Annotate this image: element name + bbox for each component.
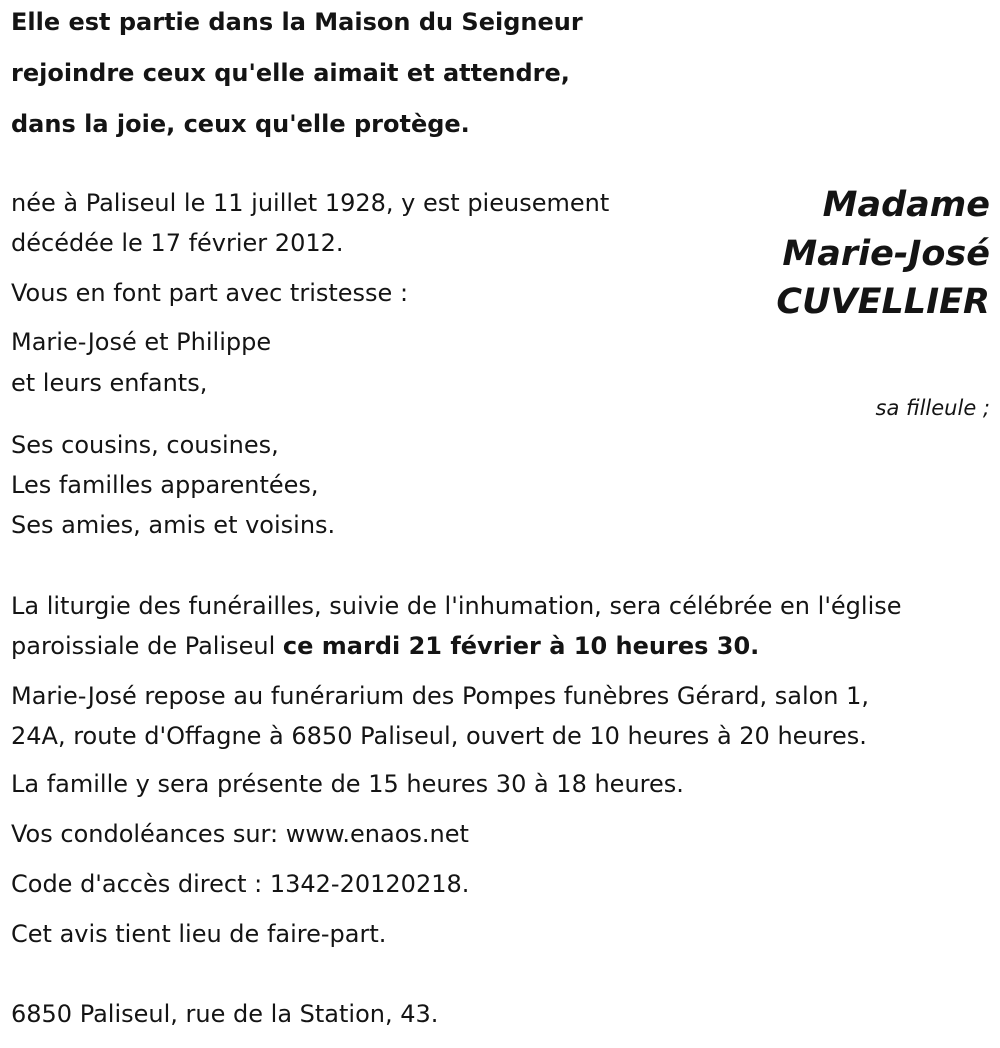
deceased-first-name: Marie-José [782, 234, 990, 274]
birth-line-1: née à Paliseul le 11 juillet 1928, y est pieusement [11, 189, 610, 217]
liturgy-line-1: La liturgie des funérailles, suivie de l'inhumation, sera célébrée en l'église [11, 592, 902, 620]
funerarium-line-1: Marie-José repose au funérarium des Pompes funèbres Gérard, salon 1, [11, 682, 870, 710]
family-line-2: et leurs enfants, [11, 369, 208, 397]
announce-text: Vous en font part avec tristesse : [11, 279, 409, 307]
notice-text: Cet avis tient lieu de faire-part. [11, 920, 387, 948]
liturgy-date-time: ce mardi 21 février à 10 heures 30. [282, 632, 760, 660]
relatives-line-1: Ses cousins, cousines, [11, 431, 279, 459]
relatives-line-3: Ses amies, amis et voisins. [11, 511, 336, 539]
deceased-last-name: CUVELLIER [776, 282, 990, 322]
funerarium-line-2: 24A, route d'Offagne à 6850 Paliseul, ouvert de 10 heures à 20 heures. [11, 722, 867, 750]
relatives-line-2: Les familles apparentées, [11, 471, 319, 499]
presence-text: La famille y sera présente de 15 heures 30 à 18 heures. [11, 770, 684, 798]
birth-line-2: décédée le 17 février 2012. [11, 229, 344, 257]
liturgy-line-2-prefix: paroissiale de Paliseul [11, 632, 283, 660]
verse-line-1: Elle est partie dans la Maison du Seigneur [11, 8, 583, 36]
verse-line-2: rejoindre ceux qu'elle aimait et attendre, [11, 59, 570, 87]
family-relation: sa filleule ; [875, 396, 990, 420]
condolences-text: Vos condoléances sur: www.enaos.net [11, 820, 469, 848]
address-text: 6850 Paliseul, rue de la Station, 43. [11, 1000, 439, 1028]
access-code-text: Code d'accès direct : 1342-20120218. [11, 870, 470, 898]
family-line-1: Marie-José et Philippe [11, 328, 272, 356]
verse-line-3: dans la joie, ceux qu'elle protège. [11, 110, 470, 138]
deceased-title: Madame [822, 185, 990, 225]
liturgy-line-2 [11, 632, 759, 660]
